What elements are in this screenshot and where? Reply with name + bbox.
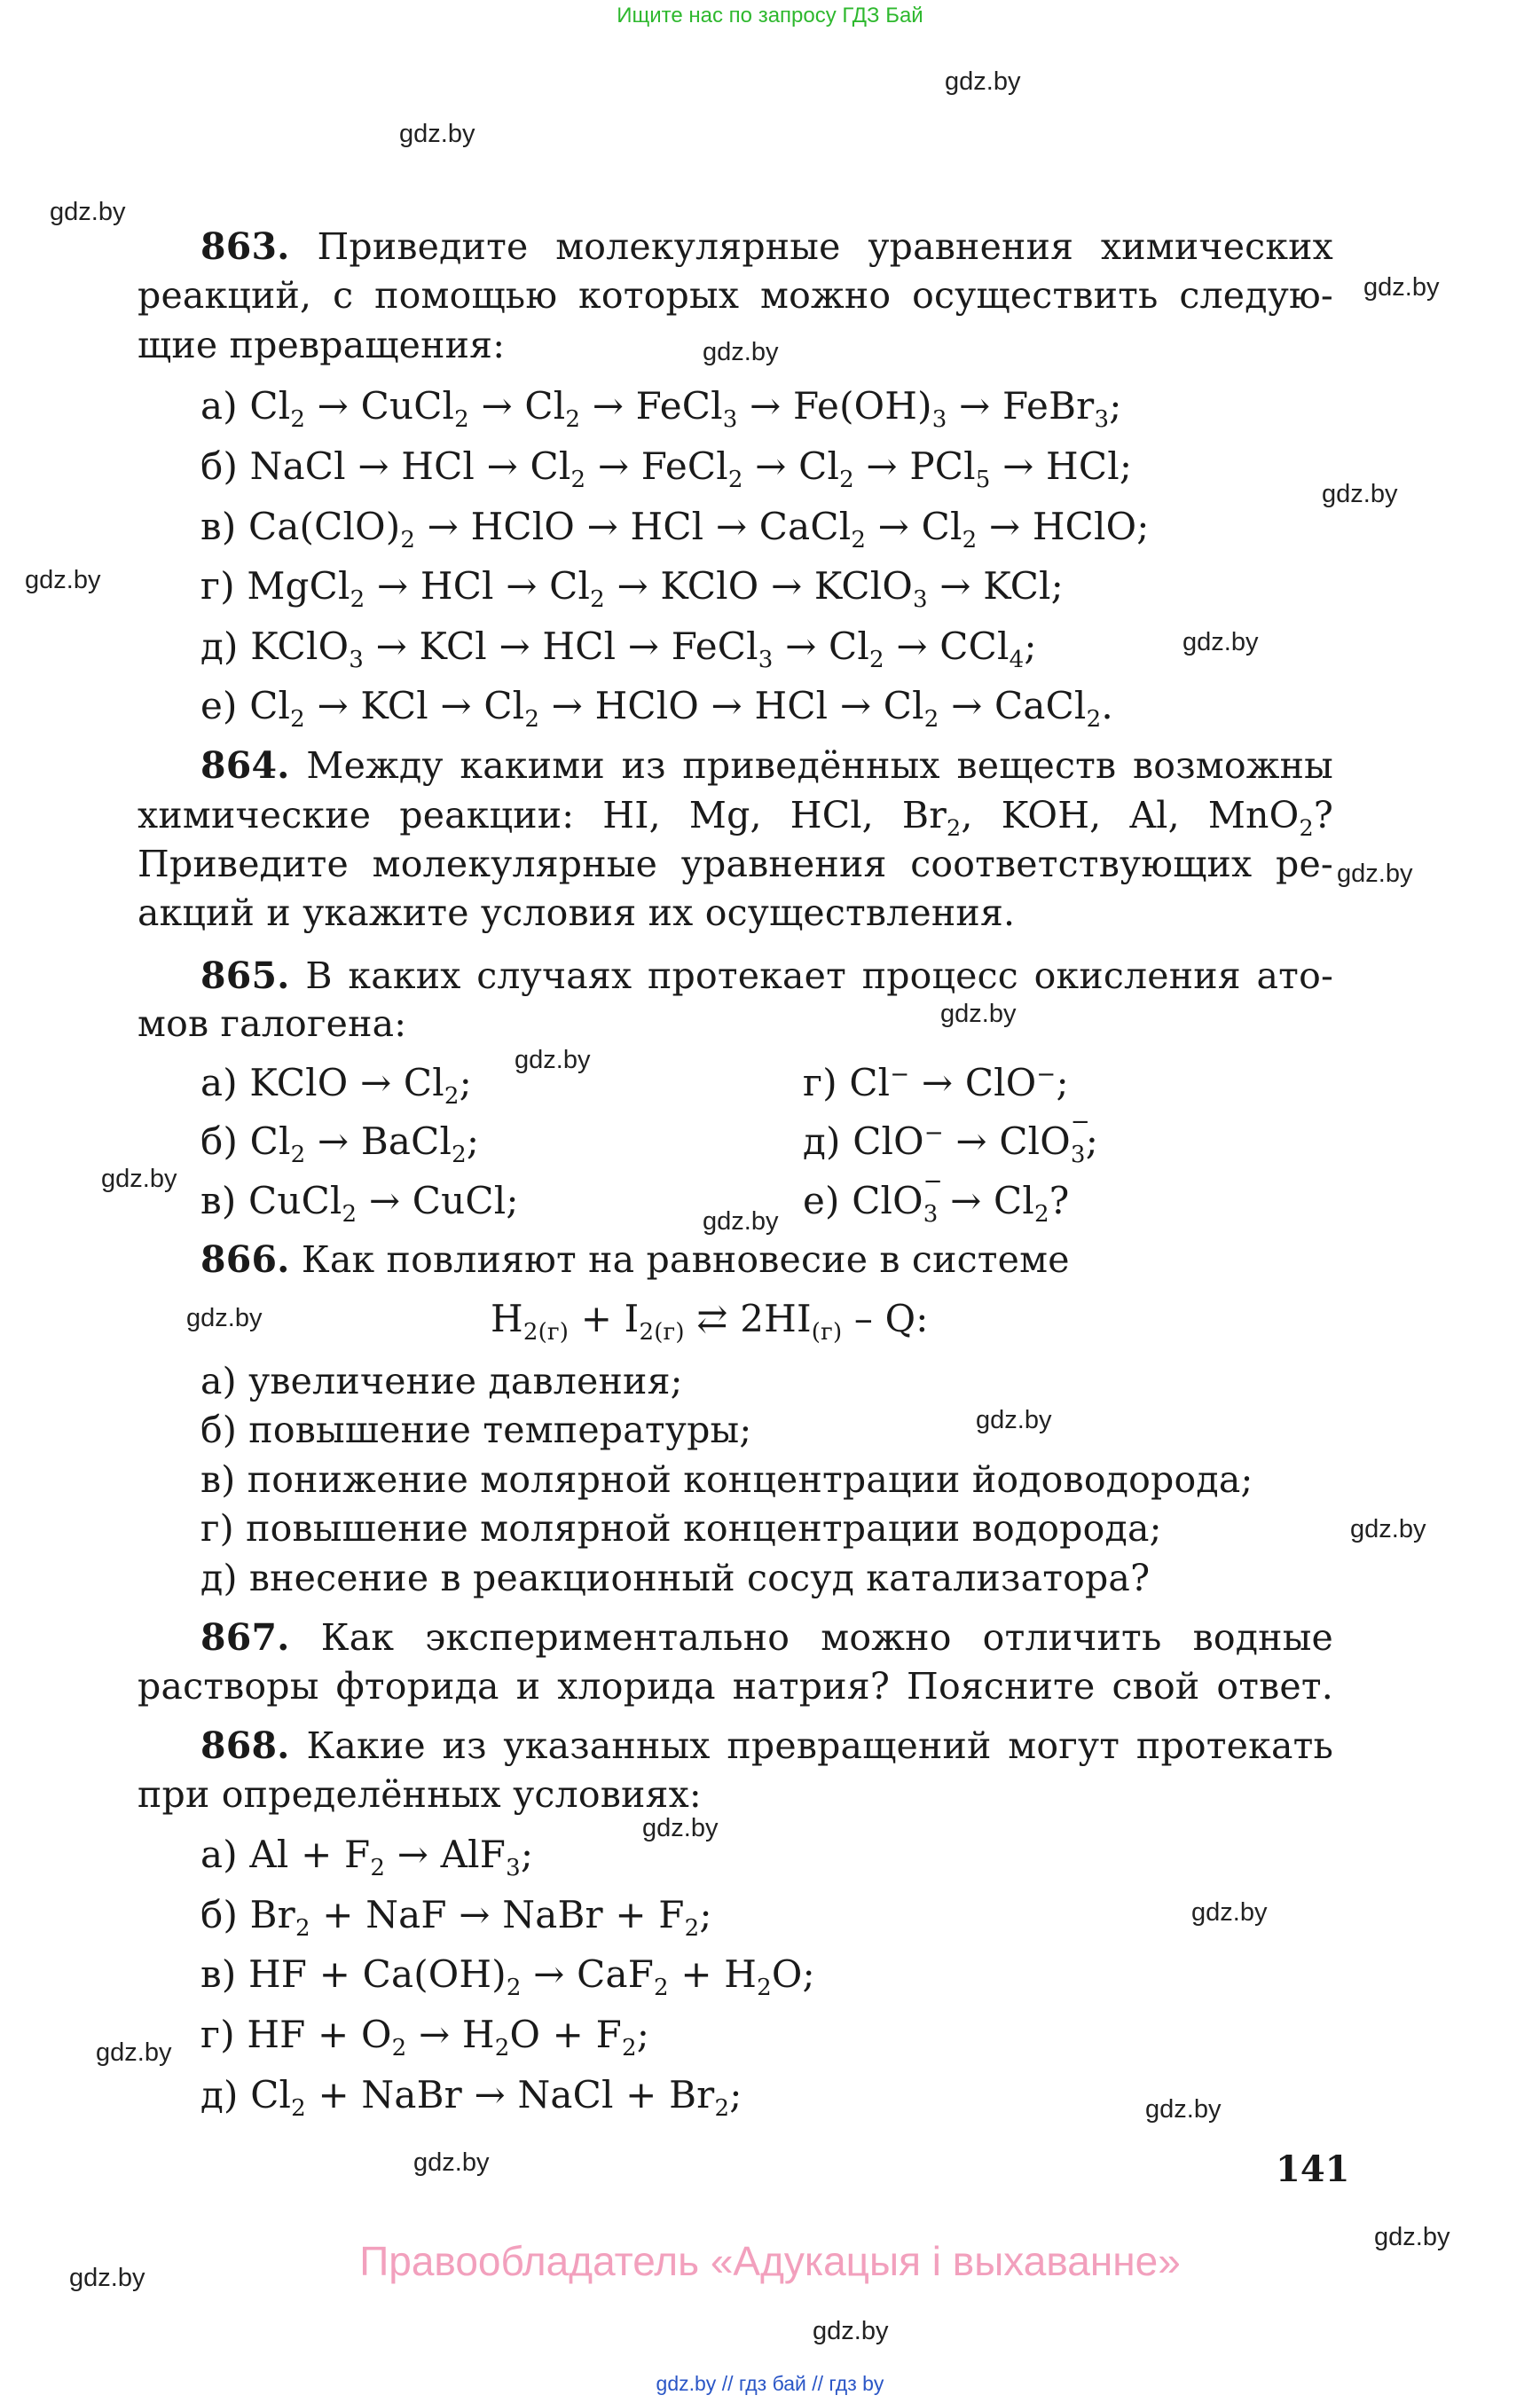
- problem-863-item-d: д) KClO$_3$ → KCl → HCl → FeCl$_3$ → $Cl_2 \to CCl_4$;: [200, 624, 1037, 674]
- problem-866-item-v: в) понижение молярной концентрации йодоводорода;: [200, 1458, 1253, 1501]
- problem-863-line-2: реакций, с помощью которых можно осуществить следую-: [138, 274, 1333, 317]
- watermark: gdz.by: [69, 2264, 145, 2292]
- problem-868-item-v: в) HF + $Ca(OH)_2 \to CaF_2 + H_2O$;: [200, 1952, 815, 2002]
- problem-864-line-4: акций и укажите условия их осуществления.: [138, 891, 1016, 934]
- watermark: gdz.by: [703, 1207, 779, 1236]
- problem-868-item-d: д) $Cl_2$ + NaBr → NaCl + $Br_2$;: [200, 2073, 742, 2123]
- problem-865-item-b: б) $Cl_2$ → BaCl$_2$;: [200, 1119, 480, 1169]
- problem-866-equation: $H_{2(г)} + I_{2(г)}$ ⇄ $2HI_{(г)}$ – Q:: [491, 1297, 929, 1347]
- watermark: gdz.by: [1363, 273, 1440, 302]
- problem-863-item-v: в) $Ca(ClO)_2$ → HClO → HCl → CaCl$_2$ → $Cl_2$ → HClO;: [200, 505, 1150, 554]
- problem-868-item-b: б) $Br_2$ + NaF → NaBr + $F_2$;: [200, 1893, 712, 1943]
- problem-number: 863.: [200, 225, 290, 268]
- problem-863-item-a: а) $Cl_2$ → CuCl$_2$ → $Cl_2$ → FeCl$_3$ → $Fe(OH)_3$ → FeBr$_3$;: [200, 384, 1122, 434]
- problem-865-item-g: г) Cl− → ClO−;: [803, 1061, 1069, 1104]
- problem-868-line-2: при определённых условиях:: [138, 1773, 702, 1816]
- watermark: gdz.by: [1182, 628, 1259, 656]
- watermark: gdz.by: [96, 2038, 172, 2067]
- watermark: gdz.by: [1145, 2095, 1222, 2124]
- problem-864-line-1: 864. Между какими из приведённых веществ возможны: [200, 744, 1334, 787]
- watermark: gdz.by: [399, 120, 475, 148]
- watermark: gdz.by: [1322, 480, 1398, 508]
- problem-867-line-2: растворы фторида и хлорида натрия? Поясните свой ответ.: [138, 1665, 1333, 1708]
- watermark: gdz.by: [1337, 860, 1413, 888]
- problem-number: 865.: [200, 954, 290, 997]
- problem-868-line-1: 868. Какие из указанных превращений могут протекать: [200, 1724, 1333, 1767]
- problem-866-item-g: г) повышение молярной концентрации водорода;: [200, 1507, 1162, 1550]
- problem-867-line-1: 867. Как экспериментально можно отличить водные: [200, 1616, 1333, 1659]
- problem-868-item-a: а) $Al + F_2 \to AlF_3$;: [200, 1833, 534, 1882]
- watermark: gdz.by: [703, 338, 779, 366]
- watermark: gdz.by: [945, 67, 1021, 96]
- problem-863-item-g: г) MgCl$_2$ → HCl → $Cl_2$ → KClO → KClO$_3$ → KCl;: [200, 564, 1065, 614]
- problem-863-item-e: е) $Cl_2$ → KCl → $Cl_2$ → HClO → HCl → $Cl_2$ → CaCl$_2$.: [200, 684, 1113, 734]
- problem-865-item-v: в) CuCl$_2$ → CuCl;: [200, 1179, 519, 1229]
- problem-866-item-b: б) повышение температуры;: [200, 1409, 752, 1451]
- watermark: gdz.by: [976, 1406, 1052, 1434]
- problem-866-item-a: а) увеличение давления;: [200, 1360, 683, 1402]
- copyright-notice: Правообладатель «Адукацыя і выхаванне»: [359, 2238, 1181, 2284]
- problem-number: 867.: [200, 1616, 290, 1659]
- watermark: gdz.by: [940, 1000, 1017, 1028]
- watermark: gdz.by: [1191, 1898, 1268, 1927]
- watermark: gdz.by: [515, 1046, 591, 1074]
- problem-number: 866.: [200, 1238, 290, 1281]
- problem-868-item-g: г) HF + $O_2 \to H_2O + F_2$;: [200, 2013, 650, 2062]
- problem-865-line-1: 865. В каких случаях протекает процесс окисления ато-: [200, 954, 1334, 997]
- problem-865-item-a: а) KClO → $Cl_2$;: [200, 1061, 473, 1111]
- problem-number: 868.: [200, 1724, 290, 1767]
- problem-865-line-2: мов галогена:: [138, 1002, 407, 1045]
- watermark: gdz.by: [642, 1814, 719, 1842]
- problem-863-item-b: б) NaCl → HCl → $Cl_2$ → FeCl$_2$ → $Cl_2 \to PCl_5$ → HCl;: [200, 444, 1133, 494]
- problem-866-item-d: д) внесение в реакционный сосуд катализатора?: [200, 1557, 1151, 1599]
- bottom-links[interactable]: gdz.by // гдз бай // гдз by: [656, 2372, 884, 2395]
- watermark: gdz.by: [101, 1165, 177, 1193]
- problem-865-item-d: д) ClO− → ClO − $_3$;: [803, 1108, 1099, 1169]
- problem-863-line-3: щие превращения:: [138, 324, 506, 366]
- watermark: gdz.by: [186, 1304, 263, 1332]
- watermark: gdz.by: [50, 198, 126, 226]
- watermark: gdz.by: [813, 2317, 889, 2345]
- problem-864-line-2: химические реакции: HI, Mg, HCl, $Br_2$, KOH, Al, MnO$_2$?: [138, 794, 1334, 841]
- problem-864-line-3: Приведите молекулярные уравнения соответствующих ре-: [138, 843, 1333, 885]
- watermark: gdz.by: [25, 566, 101, 594]
- page-number: 141: [1276, 2148, 1350, 2190]
- problem-number: 864.: [200, 744, 290, 787]
- top-banner: Ищите нас по запросу ГДЗ Бай: [617, 4, 923, 27]
- problem-866-line-1: 866. Как повлияют на равновесие в системе: [200, 1238, 1070, 1281]
- watermark: gdz.by: [1350, 1515, 1426, 1543]
- watermark: gdz.by: [413, 2148, 490, 2177]
- problem-865-item-e: е) ClO − $_3 \to Cl_2$?: [803, 1167, 1070, 1229]
- watermark: gdz.by: [1374, 2223, 1450, 2251]
- problem-863-line-1: 863. Приведите молекулярные уравнения химических: [200, 225, 1333, 268]
